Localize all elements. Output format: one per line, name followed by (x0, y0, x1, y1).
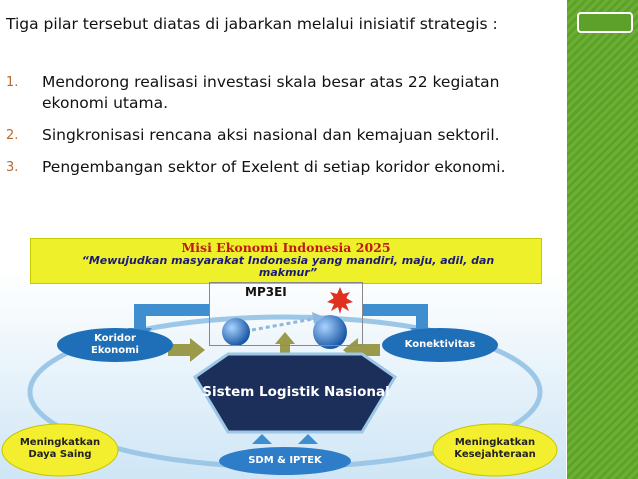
sidebar-cap (577, 12, 633, 33)
mp3ei-box (209, 282, 363, 346)
sdm-label: SDM & IPTEK (248, 455, 322, 466)
banner-title: Misi Ekonomi Indonesia 2025 (181, 240, 391, 255)
kesejahteraan-label: Meningkatkan Kesejahteraan (454, 437, 536, 460)
list-item (6, 157, 566, 178)
list-number: 1. (6, 75, 19, 90)
sistem-label: Sistem Logistik Nasional (202, 384, 390, 400)
list-item (6, 72, 566, 114)
mp3ei-label: MP3EI (245, 285, 287, 299)
list-item (6, 125, 566, 146)
list-text: Pengembangan sektor of Exelent di setiap koridor ekonomi. (42, 158, 506, 176)
banner-subtitle: “Mewujudkan masyarakat Indonesia yang mandiri, maju, adil, dan makmur” (81, 254, 495, 279)
mission-banner (30, 238, 542, 284)
koridor-label: Koridor Ekonomi (91, 333, 139, 356)
list-number: 2. (6, 128, 19, 143)
list-text: Singkronisasi rencana aksi nasional dan kemajuan sektoril. (42, 126, 500, 144)
konektivitas-label: Konektivitas (404, 339, 476, 350)
daya-saing-label: Meningkatkan Daya Saing (19, 437, 101, 460)
list-number: 3. (6, 160, 19, 175)
mp3ei-diagram (0, 232, 566, 479)
list-text: Mendorong realisasi investasi skala besar atas 22 kegiatan ekonomi utama. (42, 73, 500, 112)
decorative-sidebar (567, 0, 638, 479)
initiative-list (6, 72, 566, 189)
intro-text: Tiga pilar tersebut diatas di jabarkan melalui inisiatif strategis : (6, 15, 498, 33)
